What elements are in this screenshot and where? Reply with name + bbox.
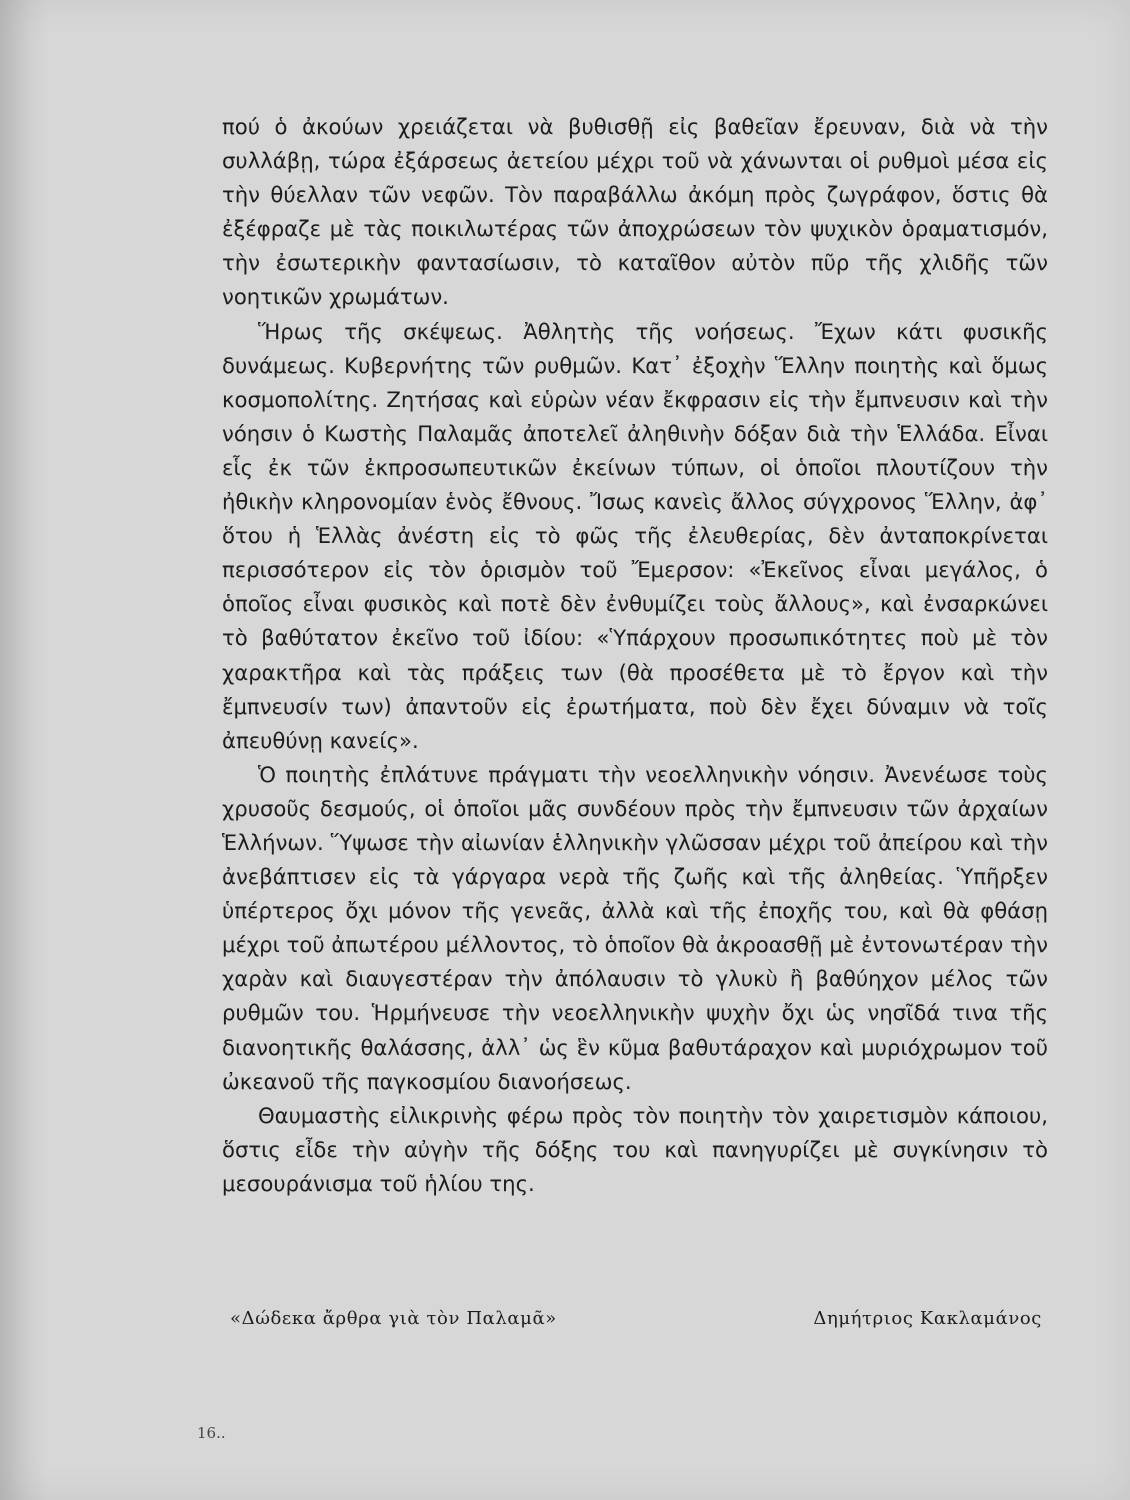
text-body [222, 110, 1048, 1201]
paragraph-1: πού ὁ ἀκούων χρειάζεται νὰ βυθισθῇ εἰς βαθεῖαν ἔρευναν, διὰ νὰ τὴν συλλάβῃ, τώρα ἐξάρσεως ἀετείου μέχρι τοῦ νὰ χάνωνται οἱ ρυθμοὶ μέσα εἰς τὴν θύελλαν τῶν νεφῶν. Τὸν παραβάλλω ἀκόμη πρὸς ζωγράφον, ὅστις θὰ ἐξέφραζε μὲ τὰς ποικιλωτέρας τῶν ἀποχρώσεων τὸν ψυχικὸν ὁραματισμόν, τὴν ἐσωτερικὴν φαντασίωσιν, τὸ καταῖθον αὐτὸν πῦρ τῆς χλιδῆς τῶν νοητικῶν χρωμάτων. [222, 114, 1048, 310]
source-title: «Δώδεκα ἄρθρα γιὰ τὸν Παλαμᾶ» [230, 1308, 557, 1329]
author-name: Δημήτριος Κακλαμάνος [813, 1308, 1042, 1329]
page-gutter-shadow [0, 0, 48, 1500]
citation-line [230, 1308, 1042, 1329]
paragraph-3: Ὁ ποιητὴς ἐπλάτυνε πράγματι τὴν νεοελληνικὴν νόησιν. Ἀνενέωσε τοὺς χρυσοῦς δεσμούς, οἱ ὁποῖοι μᾶς συνδέουν πρὸς τὴν ἔμπνευσιν τῶν ἀρχαίων Ἑλλήνων. Ὕψωσε τὴν αἰωνίαν ἑλληνικὴν γλῶσσαν μέχρι τοῦ ἀπείρου καὶ τὴν ἀνεβάπτισεν εἰς τὰ γάργαρα νερὰ τῆς ζωῆς καὶ τῆς ἀληθείας. Ὑπῆρξεν ὑπέρτερος ὄχι μόνον τῆς γενεᾶς, ἀλλὰ καὶ τῆς ἐποχῆς του, καὶ θὰ φθάσῃ μέχρι τοῦ ἀπωτέρου μέλλοντος, τὸ ὁποῖον θὰ ἀκροασθῇ μὲ ἐντονωτέραν τὴν χαρὰν καὶ διαυγεστέραν τὴν ἀπόλαυσιν τὸ γλυκὺ ἢ βαθύηχον μέλος τῶν ρυθμῶν του. Ἡρμήνευσε τὴν νεοελληνικὴν ψυχὴν ὄχι ὡς νησῖδά τινα τῆς διανοητικῆς θαλάσσης, ἀλλ᾽ ὡς ἓν κῦμα βαθυτάραχον καὶ μυριόχρωμον τοῦ ὠκεανοῦ τῆς παγκοσμίου διανοήσεως. [222, 761, 1048, 1094]
page-number: 16.. [197, 1424, 226, 1442]
paragraph-2: Ἥρως τῆς σκέψεως. Ἀθλητὴς τῆς νοήσεως. Ἔχων κάτι φυσικῆς δυνάμεως. Κυβερνήτης τῶν ρυθμῶν. Κατ᾽ ἐξοχὴν Ἕλλην ποιητὴς καὶ ὅμως κοσμοπολίτης. Ζητήσας καὶ εὑρὼν νέαν ἔκφρασιν εἰς τὴν ἔμπνευσιν καὶ τὴν νόησιν ὁ Κωστὴς Παλαμᾶς ἀποτελεῖ ἀληθινὴν δόξαν διὰ τὴν Ἑλλάδα. Εἶναι εἷς ἐκ τῶν ἐκπροσωπευτικῶν ἐκείνων τύπων, οἱ ὁποῖοι πλουτίζουν τὴν ἠθικὴν κληρονομίαν ἑνὸς ἔθνους. Ἴσως κανεὶς ἄλλος σύγχρονος Ἕλλην, ἀφ᾽ ὅτου ἡ Ἑλλὰς ἀνέστη εἰς τὸ φῶς τῆς ἐλευθερίας, δὲν ἀνταποκρίνεται περισσότερον εἰς τὸν ὁρισμὸν τοῦ Ἔμερσον: «Ἐκεῖνος εἶναι μεγάλος, ὁ ὁποῖος εἶναι φυσικὸς καὶ ποτὲ δὲν ἐνθυμίζει τοὺς ἄλλους», καὶ ἐνσαρκώνει τὸ βαθύτατον ἐκεῖνο τοῦ ἰδίου: «Ὑπάρχουν προσωπικότητες ποὺ μὲ τὸν χαρακτῆρα καὶ τὰς πράξεις των (θὰ προσέθετα μὲ τὸ ἔργον καὶ τὴν ἔμπνευσίν των) ἀπαντοῦν εἰς ἐρωτήματα, ποὺ δὲν ἔχει δύναμιν νὰ τοῖς ἀπευθύνῃ κανείς». [222, 318, 1048, 753]
paragraph-4: Θαυμαστὴς εἰλικρινὴς φέρω πρὸς τὸν ποιητὴν τὸν χαιρετισμὸν κάποιου, ὅστις εἶδε τὴν αὐγὴν τῆς δόξης του καὶ πανηγυρίζει μὲ συγκίνησιν τὸ μεσουράνισμα τοῦ ἡλίου της. [222, 1102, 1048, 1196]
